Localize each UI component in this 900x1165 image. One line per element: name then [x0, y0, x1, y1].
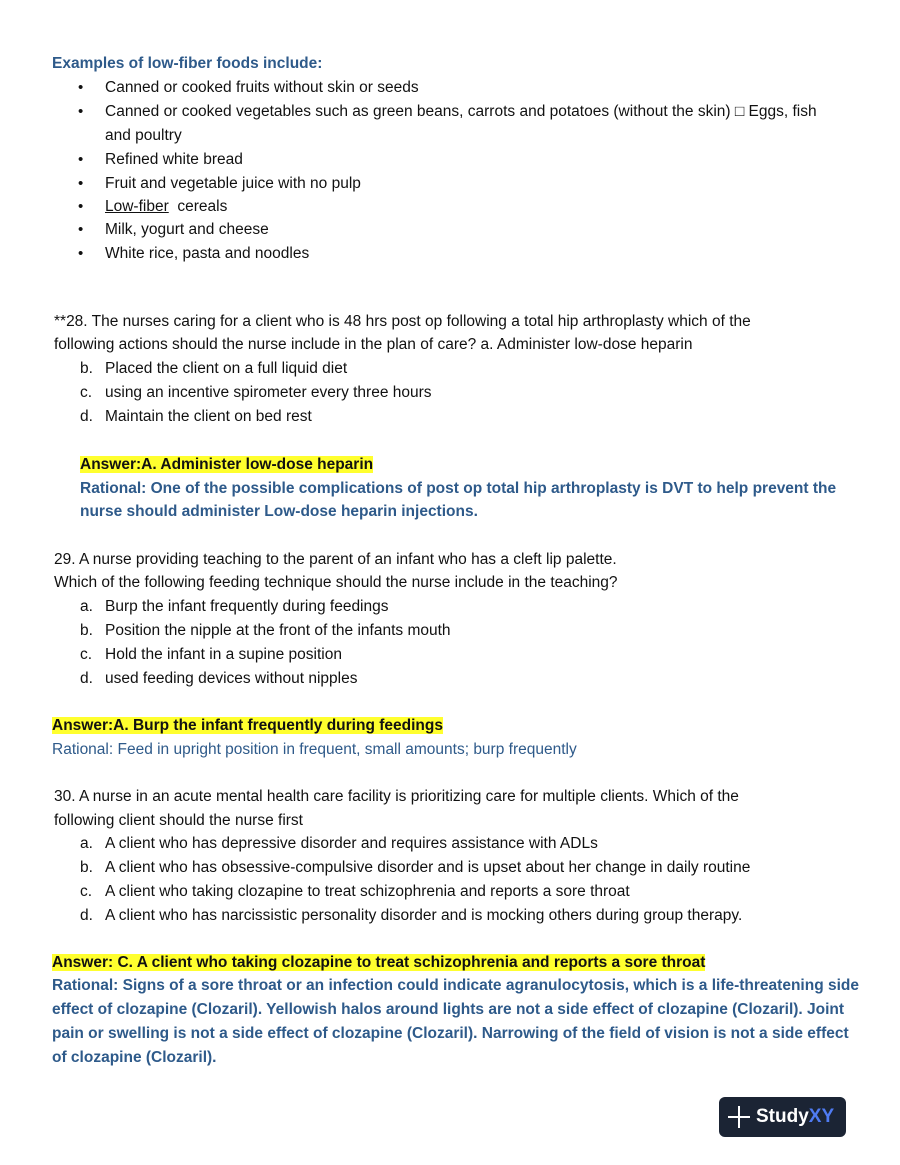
option-marker: c.: [80, 384, 93, 401]
bullet-icon: •: [78, 151, 84, 168]
question-text-line: 29. A nurse providing teaching to the parent of an infant who has a cleft lip palette.: [54, 551, 617, 568]
option-marker: d.: [80, 670, 93, 687]
low-fiber-heading: Examples of low-fiber foods include:: [52, 55, 323, 72]
bullet-icon: •: [78, 79, 84, 96]
option-text: A client who taking clozapine to treat schizophrenia and reports a sore throat: [105, 883, 630, 900]
list-item: Canned or cooked vegetables such as green beans, carrots and potatoes (without the skin) □ Eggs, fish: [105, 103, 817, 120]
rationale-line: Rational: Signs of a sore throat or an infection could indicate agranulocytosis, which is a life-threatening side: [52, 977, 859, 994]
option-marker: d.: [80, 907, 93, 924]
option-marker: b.: [80, 859, 93, 876]
bullet-icon: •: [78, 175, 84, 192]
studyxy-logo[interactable]: [719, 1097, 846, 1137]
option-marker: d.: [80, 408, 93, 425]
option-marker: b.: [80, 622, 93, 639]
option-text: using an incentive spirometer every three hours: [105, 384, 432, 401]
list-item: Fruit and vegetable juice with no pulp: [105, 175, 361, 192]
list-item-continuation: and poultry: [105, 127, 182, 144]
question-text-line: Which of the following feeding technique should the nurse include in the teaching?: [54, 574, 618, 591]
question-text-line: following client should the nurse first: [54, 812, 303, 829]
list-item: White rice, pasta and noodles: [105, 245, 310, 262]
option-marker: c.: [80, 646, 93, 663]
rationale-line: Rational: Feed in upright position in frequent, small amounts; burp frequently: [52, 741, 577, 758]
rationale-line: pain or swelling is not a side effect of clozapine (Clozaril). Narrowing of the field of vision is not a side effect: [52, 1025, 849, 1042]
list-item: [105, 196, 227, 218]
plus-icon: [728, 1106, 750, 1128]
rationale-line: effect of clozapine (Clozaril). Yellowish halos around lights are not a side effect of clozapine (Clozaril). Joint: [52, 1001, 845, 1018]
option-marker: a.: [80, 598, 93, 615]
option-text: used feeding devices without nipples: [105, 670, 358, 687]
answer-highlight: Answer:A. Burp the infant frequently during feedings: [52, 717, 443, 734]
list-item: Refined white bread: [105, 151, 243, 168]
question-text-line: 30. A nurse in an acute mental health care facility is prioritizing care for multiple clients. Which of the: [54, 788, 739, 805]
option-text: Position the nipple at the front of the infants mouth: [105, 622, 451, 639]
logo-text: Study: [756, 1106, 809, 1127]
option-text: A client who has narcissistic personality disorder and is mocking others during group therapy.: [105, 907, 743, 924]
rationale-line: nurse should administer Low-dose heparin injections.: [80, 503, 478, 520]
answer-highlight: Answer:A. Administer low-dose heparin: [80, 456, 374, 473]
option-text: A client who has depressive disorder and requires assistance with ADLs: [105, 835, 598, 852]
answer-line: [52, 715, 443, 737]
answer-line: [80, 454, 373, 476]
option-text: A client who has obsessive-compulsive disorder and is upset about her change in daily routine: [105, 859, 751, 876]
underlined-word: Low-fiber: [105, 198, 169, 215]
list-item-text: cereals: [177, 198, 228, 215]
option-text: Maintain the client on bed rest: [105, 408, 312, 425]
option-marker: a.: [80, 835, 93, 852]
list-item: Canned or cooked fruits without skin or seeds: [105, 79, 419, 96]
bullet-icon: •: [78, 245, 84, 262]
option-marker: c.: [80, 883, 93, 900]
option-text: Burp the infant frequently during feedings: [105, 598, 389, 615]
bullet-icon: •: [78, 198, 84, 215]
answer-highlight: Answer: C. A client who taking clozapine to treat schizophrenia and reports a sore throat: [52, 954, 706, 971]
option-marker: b.: [80, 360, 93, 377]
list-item: Milk, yogurt and cheese: [105, 221, 269, 238]
rationale-line: Rational: One of the possible complications of post op total hip arthroplasty is DVT to help prevent the: [80, 480, 837, 497]
question-text-line: following actions should the nurse include in the plan of care? a. Administer low-dose heparin: [54, 336, 693, 353]
bullet-icon: •: [78, 221, 84, 238]
question-text-line: **28. The nurses caring for a client who is 48 hrs post op following a total hip arthroplasty which of the: [54, 313, 751, 330]
rationale-line: of clozapine (Clozaril).: [52, 1049, 217, 1066]
option-text: Placed the client on a full liquid diet: [105, 360, 348, 377]
logo-text-accent: XY: [808, 1106, 835, 1127]
option-text: Hold the infant in a supine position: [105, 646, 342, 663]
bullet-icon: •: [78, 103, 84, 120]
answer-line: [52, 952, 705, 974]
